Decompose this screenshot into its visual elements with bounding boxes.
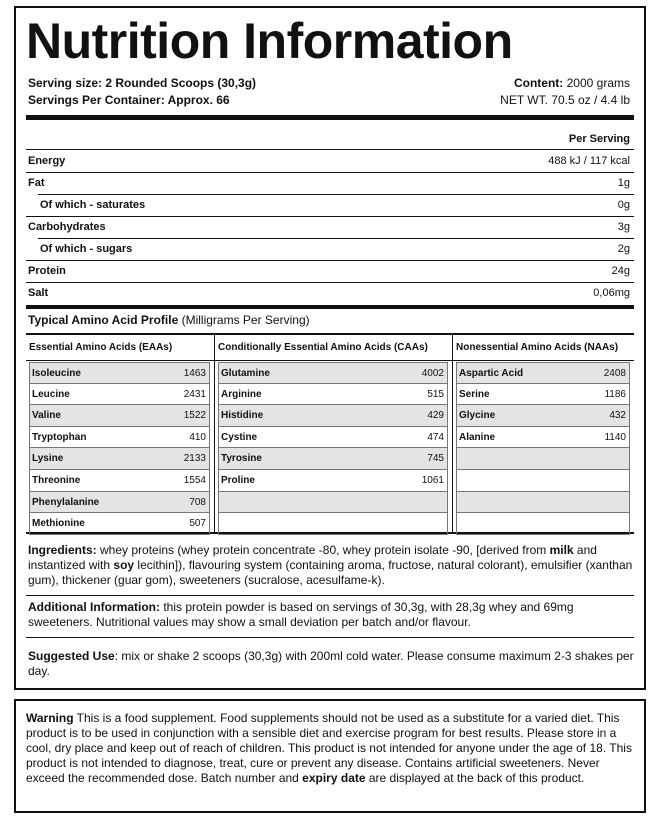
amino-value: 515 — [427, 388, 444, 400]
nutrition-label: Of which - saturates — [40, 199, 146, 211]
suggested-use-label: Suggested Use — [28, 649, 115, 663]
serving-info — [28, 75, 256, 109]
amino-acid-table — [26, 333, 634, 534]
table-row — [29, 492, 210, 514]
content-label: Content: — [513, 76, 564, 90]
nutrition-row-fat — [26, 173, 630, 194]
table-row — [218, 470, 448, 492]
amino-name: Aspartic Acid — [459, 368, 524, 379]
net-weight: NET WT. 70.5 oz / 4.4 lb — [500, 93, 630, 107]
warning-body: This is a food supplement. Food supplements should not be used as a substitute for a varied diet. This product is to be used in conjunction with a sensible diet and exercise program for best results. Please store in a cool, dry place and keep out of reach of children. This product is not intended for anyone under the age of 18. This product is not intended to diagnose, treat, cure or prevent any disease. Contains artificial sweeteners. Never exceed the recommended dose. Batch number and — [26, 711, 632, 785]
amino-value: 1140 — [604, 431, 626, 443]
warning-box — [14, 699, 646, 813]
nutrition-label: Protein — [28, 265, 66, 277]
table-row — [218, 362, 448, 384]
page-title: Nutrition Information — [26, 13, 513, 69]
warning-text — [26, 711, 638, 786]
nutrition-value: 24g — [611, 265, 630, 277]
amino-value: 474 — [427, 431, 444, 443]
table-row — [218, 427, 448, 449]
amino-value: 507 — [189, 518, 206, 530]
ingredients-label: Ingredients: — [28, 543, 97, 557]
amino-profile-title — [28, 312, 310, 328]
suggested-use-section — [28, 649, 634, 679]
allergen-soy: soy — [113, 558, 135, 572]
nutrition-label: Energy — [28, 155, 66, 167]
amino-value: 1061 — [421, 474, 444, 486]
amino-value: 2133 — [183, 453, 206, 465]
amino-title-unit: (Milligrams Per Serving) — [181, 313, 310, 327]
nutrition-row-saturates — [26, 195, 630, 216]
amino-name: Cystine — [221, 431, 258, 443]
nutrition-value: 0g — [617, 199, 630, 211]
divider — [26, 305, 634, 309]
amino-name: Alanine — [459, 431, 496, 443]
nutrition-value: 3g — [617, 221, 630, 233]
column-header: Nonessential Amino Acids (NAAs) — [453, 335, 634, 361]
divider — [26, 595, 634, 596]
divider — [26, 637, 634, 638]
amino-name: Arginine — [221, 388, 262, 400]
amino-value: 1186 — [604, 388, 626, 400]
divider — [26, 149, 634, 150]
amino-value: 1522 — [183, 410, 206, 422]
allergen-milk: milk — [549, 543, 574, 557]
amino-value: 1463 — [183, 368, 206, 379]
table-row — [218, 384, 448, 406]
amino-name: Isoleucine — [32, 368, 81, 379]
amino-name: Histidine — [221, 410, 264, 422]
amino-name: Glutamine — [221, 368, 270, 379]
amino-value: 1554 — [183, 474, 206, 486]
table-row — [456, 362, 630, 384]
amino-value: 432 — [609, 410, 626, 422]
table-row — [29, 384, 210, 406]
nonessential-amino-column — [452, 335, 634, 532]
table-row — [456, 492, 630, 514]
content-info — [500, 75, 630, 109]
nutrition-label: Of which - sugars — [40, 243, 133, 255]
table-row — [218, 405, 448, 427]
nutrition-value: 0,06mg — [593, 287, 630, 299]
table-row — [218, 492, 448, 514]
suggested-use-text: : mix or shake 2 scoops (30,3g) with 200ml cold water. Please consume maximum 2-3 shakes per day. — [28, 649, 634, 678]
table-row — [29, 427, 210, 449]
amino-name: Phenylalanine — [32, 496, 100, 508]
table-row — [456, 470, 630, 492]
table-row — [29, 448, 210, 470]
table-row — [456, 405, 630, 427]
nutrition-panel — [14, 6, 646, 690]
additional-info-text: this protein powder is based on servings of 30,3g, with 28,3g whey and 69mg sweeteners. Nutritional values may show a small deviation per batch and/or flavour. — [28, 600, 574, 629]
nutrition-row-energy — [26, 151, 630, 172]
nutrition-label: Fat — [28, 177, 45, 189]
ingredients-text: and instantized with — [28, 543, 597, 572]
amino-value: 4002 — [421, 368, 444, 379]
table-row — [29, 405, 210, 427]
table-row — [456, 427, 630, 449]
amino-name: Tryptophan — [32, 431, 87, 443]
ingredients-section — [28, 543, 634, 588]
divider — [26, 115, 634, 120]
table-row — [456, 384, 630, 406]
amino-value: 410 — [189, 431, 206, 443]
expiry-date-emphasis: expiry date — [302, 771, 366, 785]
table-row — [29, 470, 210, 492]
table-row — [29, 362, 210, 384]
nutrition-row-salt — [26, 283, 630, 304]
amino-name: Proline — [221, 474, 255, 486]
amino-value: 745 — [427, 453, 444, 465]
amino-name: Leucine — [32, 388, 70, 400]
essential-amino-column — [26, 335, 214, 532]
amino-name: Valine — [32, 410, 61, 422]
nutrition-row-protein — [26, 261, 630, 282]
ingredients-text: lecithin]), flavouring system (containing aroma, fructose, natural colorant), emulsifier (xanthan gum), thickener (guar gom), sweeteners (sucralose, acesulfame-k). — [28, 558, 633, 587]
column-header: Essential Amino Acids (EAAs) — [26, 335, 214, 361]
nutrition-value: 2g — [617, 243, 630, 255]
column-header: Conditionally Essential Amino Acids (CAAs) — [215, 335, 452, 361]
amino-name: Tyrosine — [221, 453, 262, 465]
amino-value: 2431 — [183, 388, 206, 400]
amino-value: 2408 — [603, 368, 626, 379]
nutrition-row-carbohydrates — [26, 217, 630, 238]
nutrition-value: 1g — [617, 177, 630, 189]
table-row — [218, 448, 448, 470]
serving-size: Serving size: 2 Rounded Scoops (30,3g) — [28, 76, 257, 90]
warning-label: Warning — [26, 711, 74, 725]
servings-per-container: Servings Per Container: Approx. 66 — [28, 93, 230, 107]
nutrition-value: 488 kJ / 117 kcal — [548, 155, 630, 167]
nutrition-label: Carbohydrates — [28, 221, 106, 233]
additional-info-section — [28, 600, 634, 630]
content-value: 2000 grams — [566, 76, 630, 90]
amino-name: Lysine — [32, 453, 64, 465]
table-row — [456, 513, 630, 535]
amino-title-label: Typical Amino Acid Profile — [28, 313, 179, 327]
amino-name: Methionine — [32, 518, 85, 530]
amino-name: Threonine — [32, 474, 81, 486]
nutrition-row-sugars — [26, 239, 630, 260]
amino-name: Serine — [459, 388, 490, 400]
amino-value: 429 — [427, 410, 444, 422]
additional-info-label: Additional Information: — [28, 600, 160, 614]
warning-body-end: are displayed at the back of this product. — [365, 771, 585, 785]
amino-value: 708 — [189, 496, 206, 508]
table-row — [456, 448, 630, 470]
per-serving-header: Per Serving — [568, 133, 630, 145]
ingredients-text: whey proteins (whey protein concentrate -80, whey protein isolate -90, [derived from — [96, 543, 550, 557]
amino-name: Glycine — [459, 410, 496, 422]
table-row — [218, 513, 448, 535]
table-row — [29, 513, 210, 535]
conditional-amino-column — [214, 335, 452, 532]
nutrition-label: Salt — [28, 287, 49, 299]
